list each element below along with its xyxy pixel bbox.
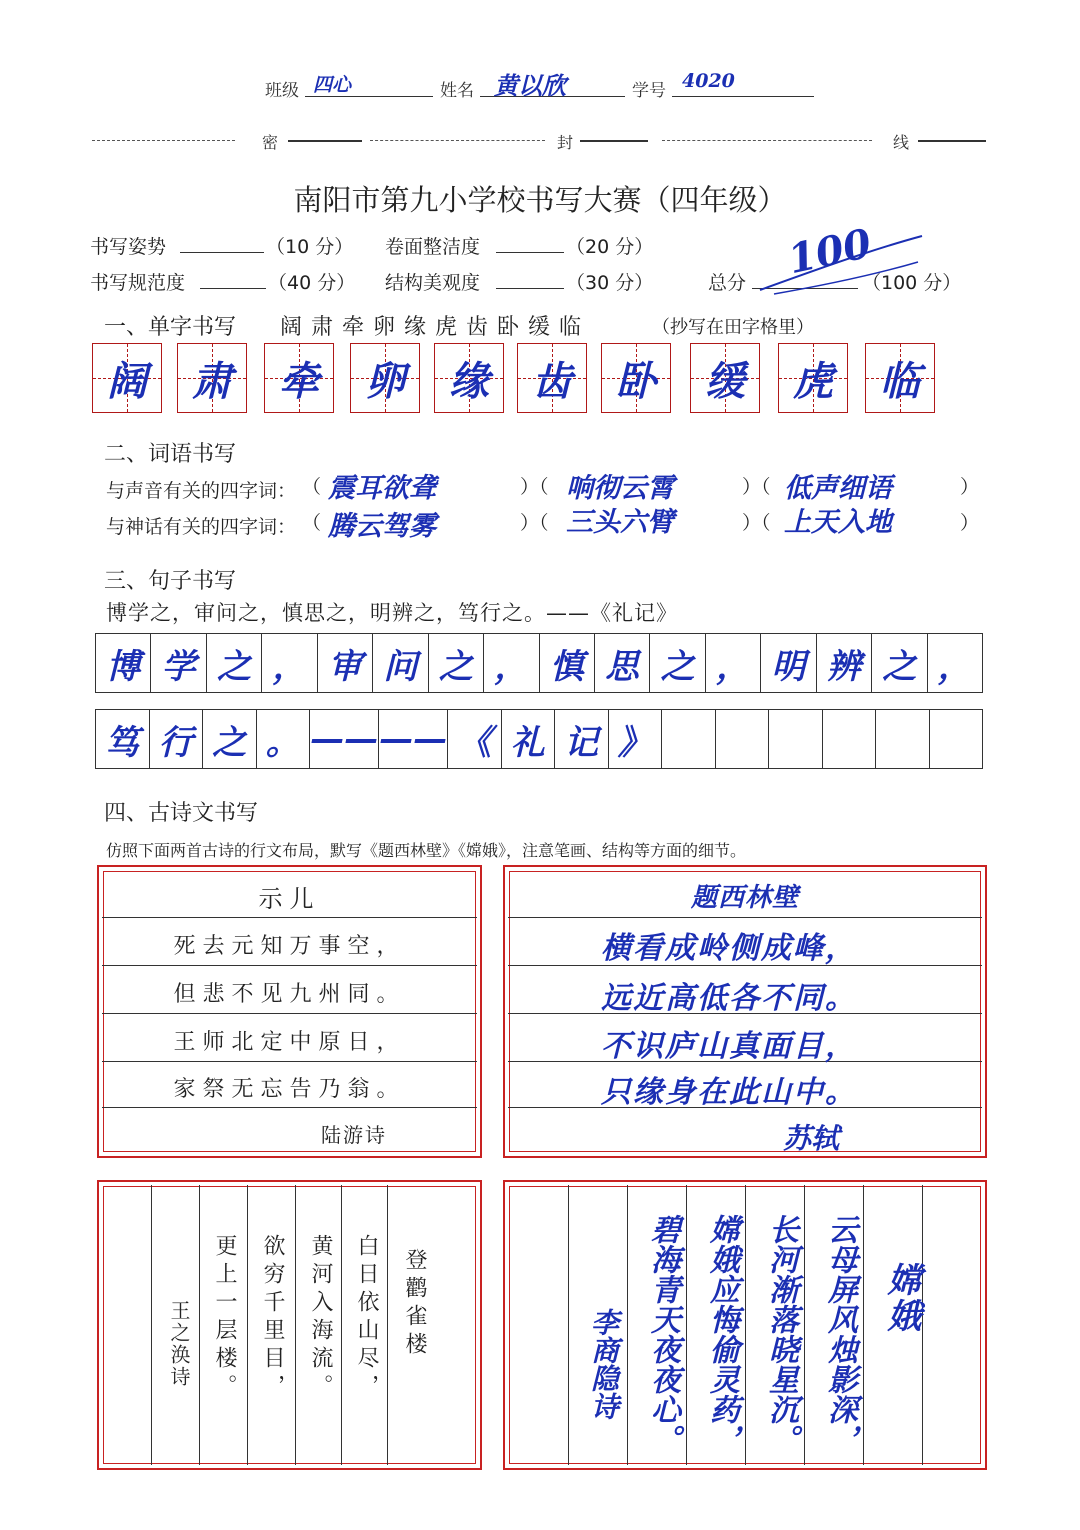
grid-cell: ，	[484, 634, 539, 692]
paren-1-mid-2: ）（	[742, 476, 771, 498]
poem3-line-1: 白日依山尽，	[354, 1234, 379, 1402]
grid-cell: ——	[379, 710, 448, 768]
score-norm-label: 书写规范度	[90, 272, 186, 294]
grid-cell	[662, 710, 716, 768]
seal-line-2	[580, 140, 648, 142]
grid-cell: 问	[373, 634, 428, 692]
grid-cell: 之	[650, 634, 705, 692]
section3-sentence: 博学之，审问之，慎思之，明辨之，笃行之。——《礼记》	[106, 601, 678, 625]
score-posture-points: （10 分）	[266, 236, 354, 258]
score-beauty-label: 结构美观度	[385, 272, 481, 294]
written-char-2: 肃	[192, 357, 232, 405]
paren-2-mid-1: ）（	[520, 512, 549, 534]
poem1-title: 示儿	[258, 885, 321, 913]
grid-cell: 明	[761, 634, 816, 692]
grid-cell: 行	[150, 710, 204, 768]
score-norm-field[interactable]	[200, 268, 266, 289]
student-id-label: 学号	[632, 81, 666, 101]
section4-instruction: 仿照下面两首古诗的行文布局，默写《题西林壁》《嫦娥》，注意笔画、结构等方面的细节。	[106, 841, 747, 860]
seal-xian: 线	[893, 133, 910, 152]
grid-cell: ——	[310, 710, 379, 768]
grid-cell: 。	[257, 710, 311, 768]
poem3-line-2: 黄河入海流。	[308, 1234, 333, 1402]
poem2-title: 题西林壁	[690, 883, 799, 913]
score-beauty-points: （30 分）	[566, 272, 654, 294]
written-char-6: 齿	[532, 357, 572, 405]
tianzige-cell-10[interactable]	[865, 343, 935, 413]
word-answer-1-2[interactable]: 响彻云霄	[566, 473, 674, 504]
grid-cell: 》	[609, 710, 663, 768]
grid-cell: 之	[207, 634, 262, 692]
tianzige-cell-6[interactable]	[517, 343, 587, 413]
grid-cell: 博	[96, 634, 151, 692]
written-char-4: 卵	[365, 357, 405, 405]
seal-dash-2	[370, 140, 545, 141]
poem4-line-4: 碧海青天夜夜心。	[645, 1214, 680, 1454]
tianzige-cell-4[interactable]	[350, 343, 420, 413]
grid-cell: 记	[555, 710, 609, 768]
poem-box-ti-xi-lin-bi[interactable]	[503, 865, 987, 1158]
word-answer-1-3[interactable]: 低声细语	[784, 473, 892, 504]
grid-cell: 礼	[502, 710, 556, 768]
tianzige-cell-2[interactable]	[177, 343, 247, 413]
tianzige-cell-5[interactable]	[434, 343, 504, 413]
seal-line-3	[918, 140, 986, 142]
total-score-stroke	[750, 232, 930, 302]
poem1-line-3: 王师北定中原日，	[173, 1030, 406, 1055]
paren-2-open: （	[302, 512, 322, 534]
name-label: 姓名	[440, 81, 474, 101]
poem4-line-3: 嫦娥应悔偷灵药，	[704, 1214, 739, 1454]
section1-prompt-chars: 阔 肃 牵 卵 缘 虎 齿 卧 缓 临	[280, 315, 582, 340]
score-clean-label: 卷面整洁度	[385, 236, 481, 258]
grid-cell	[769, 710, 823, 768]
tianzige-cell-8[interactable]	[690, 343, 760, 413]
poem-box-deng-guan-que-lou	[97, 1180, 482, 1470]
grid-cell: 审	[318, 634, 373, 692]
grid-cell: 之	[429, 634, 484, 692]
class-value: 四心	[313, 74, 352, 96]
poem3-line-4: 更上一层楼。	[212, 1234, 237, 1402]
score-posture-field[interactable]	[180, 232, 264, 253]
poem2-line-3: 不识庐山真面目，	[601, 1029, 857, 1064]
grid-cell: 之	[203, 710, 257, 768]
seal-dash-3	[662, 140, 872, 141]
poem2-line-4: 只缘身在此山中。	[601, 1075, 857, 1110]
tianzige-cell-7[interactable]	[601, 343, 671, 413]
poem1-line-1: 死去元知万事空，	[173, 934, 406, 959]
poem4-author: 李商隐诗	[587, 1308, 620, 1420]
poem3-author: 王之涣诗	[167, 1300, 191, 1388]
class-label: 班级	[265, 81, 299, 101]
written-char-7: 卧	[616, 357, 656, 405]
grid-cell: 学	[151, 634, 206, 692]
tianzige-cell-3[interactable]	[264, 343, 334, 413]
score-posture-label: 书写姿势	[90, 236, 167, 258]
section2-question-1: 与声音有关的四字词：	[106, 480, 297, 502]
word-answer-1-1[interactable]: 震耳欲聋	[328, 473, 436, 504]
section2-heading: 二、词语书写	[104, 442, 237, 467]
grid-cell: 思	[595, 634, 650, 692]
poem3-title: 登鹳雀楼	[402, 1248, 427, 1360]
seal-feng: 封	[557, 133, 574, 152]
tianzige-cell-9[interactable]	[778, 343, 848, 413]
paren-1-open: （	[302, 476, 322, 498]
section2-question-2: 与神话有关的四字词：	[106, 516, 297, 538]
grid-cell	[716, 710, 770, 768]
section3-heading: 三、句子书写	[104, 569, 237, 594]
poem-box-shi-er	[97, 865, 482, 1158]
score-clean-points: （20 分）	[566, 236, 654, 258]
written-char-8: 缓	[705, 357, 745, 405]
tianzige-cell-1[interactable]	[92, 343, 162, 413]
poem2-author: 苏轼	[783, 1122, 840, 1155]
name-field[interactable]	[480, 71, 625, 100]
poem2-line-2: 远近高低各不同。	[601, 981, 857, 1016]
grid-cell: ，	[706, 634, 761, 692]
poem1-line-4: 家祭无忘告乃翁。	[173, 1077, 406, 1102]
grid-cell: 慎	[540, 634, 595, 692]
student-id-value: 4020	[682, 70, 735, 92]
score-norm-points: （40 分）	[268, 272, 356, 294]
sentence-grid-row-1[interactable]	[95, 633, 983, 693]
score-total-label: 总分	[708, 272, 747, 294]
paren-1-close: ）	[960, 476, 980, 498]
poem4-line-1: 云母屏风烛影深，	[822, 1214, 857, 1454]
poem3-line-3: 欲穷千里目，	[260, 1234, 285, 1402]
word-answer-2-2[interactable]: 三头六臂	[566, 507, 674, 538]
score-beauty-field[interactable]	[496, 268, 564, 289]
word-answer-2-1[interactable]: 腾云驾雾	[328, 511, 436, 542]
poem1-author: 陆游诗	[321, 1123, 387, 1147]
grid-cell: 《	[448, 710, 502, 768]
written-char-9: 虎	[793, 357, 833, 405]
total-score-value: 100	[784, 219, 876, 284]
class-field[interactable]	[305, 74, 433, 97]
sentence-grid-row-2[interactable]	[95, 709, 983, 769]
written-char-10: 临	[880, 357, 920, 405]
poem2-line-1: 横看成岭侧成峰，	[601, 931, 857, 966]
written-char-5: 缘	[449, 357, 489, 405]
grid-cell: 笃	[96, 710, 150, 768]
poem1-line-2: 但悲不见九州同。	[173, 982, 406, 1007]
grid-cell	[930, 710, 983, 768]
seal-mi: 密	[262, 133, 279, 152]
word-answer-2-3[interactable]: 上天入地	[784, 507, 892, 538]
section4-heading: 四、古诗文书写	[104, 801, 259, 826]
poem4-title: 嫦娥	[881, 1262, 921, 1334]
score-clean-field[interactable]	[496, 232, 564, 253]
grid-cell: ，	[262, 634, 317, 692]
paren-2-mid-2: ）（	[742, 512, 771, 534]
grid-cell	[823, 710, 877, 768]
poem4-line-2: 长河渐落晓星沉。	[763, 1214, 798, 1454]
student-id-field[interactable]	[672, 70, 814, 97]
grid-cell: ，	[937, 646, 972, 687]
paren-2-close: ）	[960, 512, 980, 534]
seal-dash-1	[92, 140, 235, 141]
written-char-1: 阔	[107, 357, 147, 405]
paren-1-mid-1: ）（	[520, 476, 549, 498]
grid-cell	[876, 710, 930, 768]
section1-instruction: （抄写在田字格里）	[652, 317, 814, 338]
grid-cell: 辨	[817, 634, 872, 692]
section1-heading: 一、单字书写	[104, 315, 237, 340]
written-char-3: 牵	[279, 357, 319, 405]
grid-cell: 之	[872, 634, 927, 692]
seal-line-1	[288, 140, 362, 142]
name-value: 黄以欣	[494, 71, 566, 100]
page-title: 南阳市第九小学校书写大赛（四年级）	[293, 183, 787, 217]
poem-box-chang-e[interactable]	[503, 1180, 987, 1470]
score-total-points: （100 分）	[862, 272, 962, 294]
